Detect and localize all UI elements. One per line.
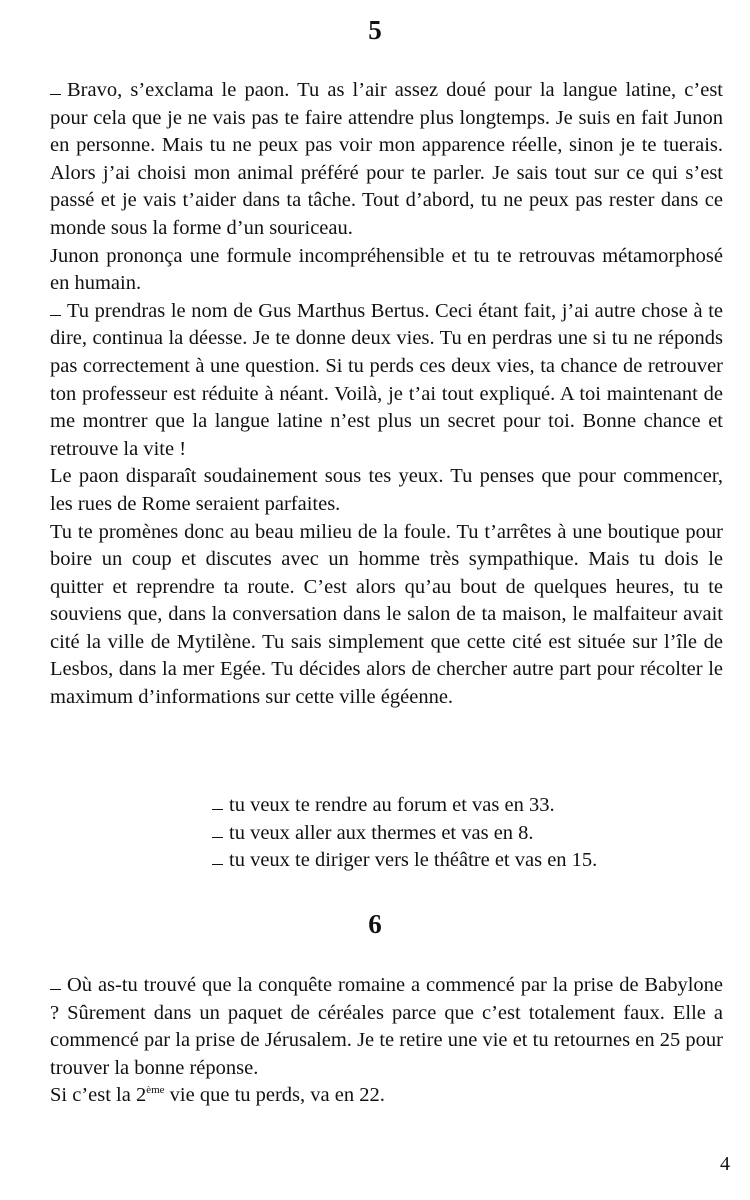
section-6-text xyxy=(50,972,723,1110)
dialogue-paragraph: Tu prendras le nom de Gus Marthus Bertus. Ceci étant fait, j’ai autre chose à te dire, continua la déesse. Je te donne deux vies. Tu en perdras une si tu ne réponds pas correctement à une question. Si tu perds ces deux vies, ta chance de retrouver ton professeur est réduite à néant. Voilà, je t’ai tout expliqué. A toi maintenant de me montrer que la langue latine n’est plus un secret pour toi. Bonne chance et retrouve la vite ! xyxy=(50,299,723,460)
page-number: 4 xyxy=(720,1153,730,1175)
choice-dash xyxy=(212,864,223,865)
dialogue-dash xyxy=(50,315,61,316)
narration-paragraph: Si c’est la 2ème vie que tu perds, va en 22. xyxy=(50,1084,385,1107)
choice-forum: tu veux te rendre au forum et vas en 33. xyxy=(212,792,732,820)
choice-list xyxy=(212,792,732,875)
dialogue-dash xyxy=(50,94,61,95)
dialogue-paragraph: Où as-tu trouvé que la conquête romaine a commencé par la prise de Babylone ? Sûrement dans un paquet de céréales parce que c’est totalement faux. Elle a commencé par la prise de Jérusalem. Je te retire une vie et tu retournes en 25 pour trouver la bonne réponse. xyxy=(50,974,723,1079)
choice-dash xyxy=(212,837,223,838)
narration-paragraph: Le paon disparaît soudainement sous tes yeux. Tu penses que pour commencer, les rues de Rome seraient parfaites. xyxy=(50,465,723,515)
dialogue-paragraph: Bravo, s’exclama le paon. Tu as l’air assez doué pour la langue latine, c’est pour cela que je ne vais pas te faire attendre plus longtemps. Je suis en fait Junon en personne. Mais tu ne peux pas voir mon apparence réelle, sinon je te tuerais. Alors j’ai choisi mon animal préféré pour te parler. Je sais tout sur ce qui s’est passé et je vais t’aider dans ta tâche. Tout d’abord, tu ne peux pas rester dans ce monde sous la forme d’un souriceau. xyxy=(50,79,723,239)
choice-theatre: tu veux te diriger vers le théâtre et vas en 15. xyxy=(212,847,732,875)
section-number-5: 5 xyxy=(368,15,382,45)
narration-paragraph: Junon prononça une formule incompréhensible et tu te retrouvas métamorphosé en humain. xyxy=(50,244,723,295)
choice-thermes: tu veux aller aux thermes et vas en 8. xyxy=(212,820,732,848)
choice-dash xyxy=(212,809,223,810)
section-5-text xyxy=(50,77,723,712)
section-number-6: 6 xyxy=(368,909,382,939)
dialogue-dash xyxy=(50,989,61,990)
narration-paragraph: Tu te promènes donc au beau milieu de la foule. Tu t’arrêtes à une boutique pour boire un coup et discutes avec un homme très sympathique. Mais tu dois le quitter et reprendre ta route. C’est alors qu’au bout de quelques heures, tu te souviens que, dans la conversation dans le salon de ta maison, le malfaiteur avait cité la ville de Mytilène. Tu sais simplement que cette cité est située sur l’île de Lesbos, dans la mer Egée. Tu décides alors de chercher autre part pour récolter le maximum d’informations sur cette ville égéenne. xyxy=(50,520,723,709)
